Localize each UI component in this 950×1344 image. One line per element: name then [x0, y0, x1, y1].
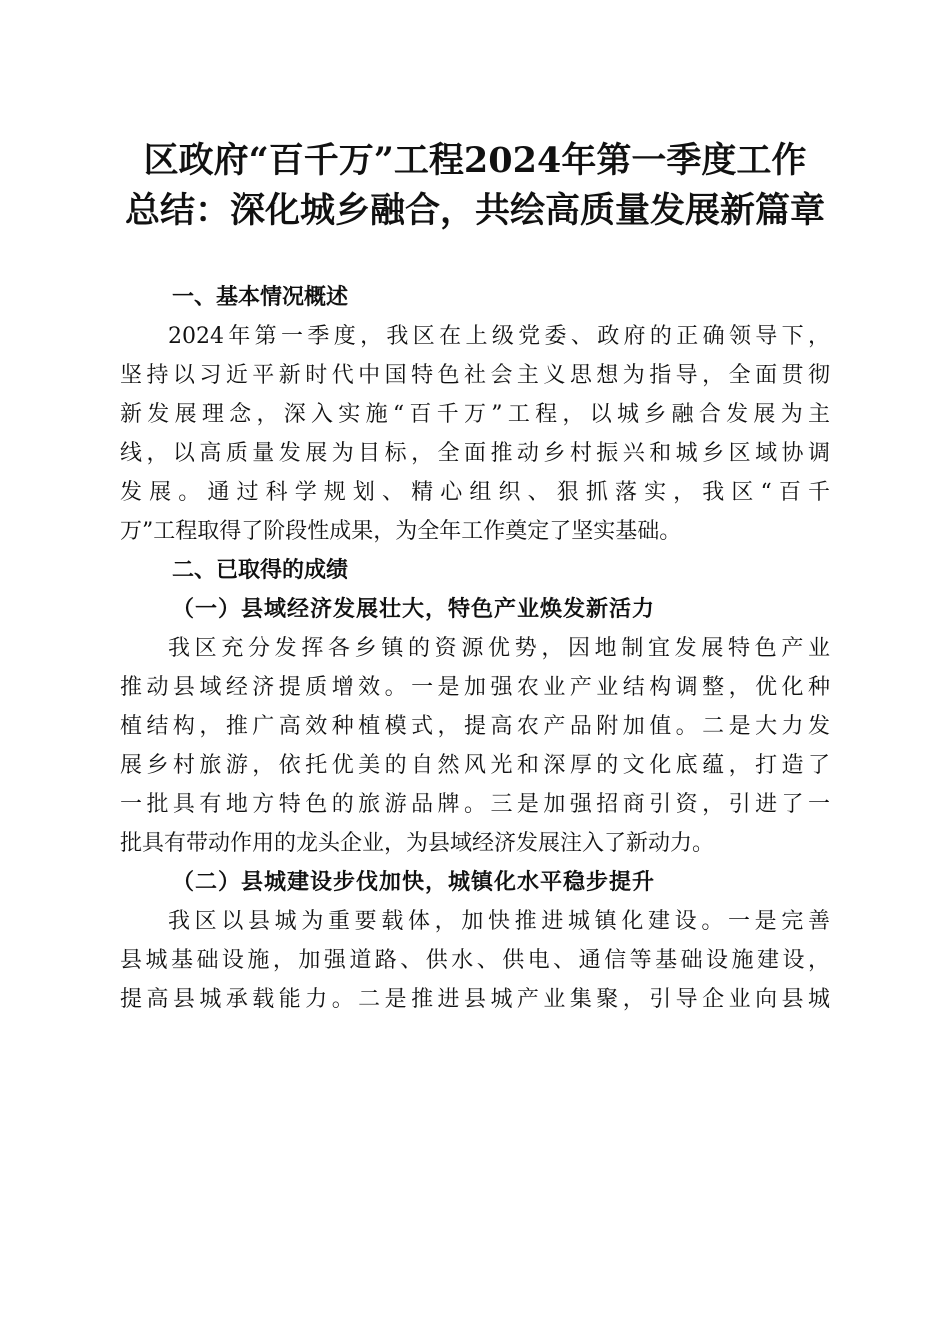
- paragraph-line: 新发展理念，深入实施“百千万”工程，以城乡融合发展为主: [120, 402, 830, 427]
- subsection-heading-county-economy: （一）县域经济发展壮大，特色产业焕发新活力: [172, 596, 656, 622]
- title-line-2: 总结：深化城乡融合，共绘高质量发展新篇章: [124, 190, 825, 231]
- paragraph-line: 批具有带动作用的龙头企业，为县域经济发展注入了新动力。: [120, 831, 715, 856]
- paragraph-line: 线，以高质量发展为目标，全面推动乡村振兴和城乡区域协调: [120, 441, 830, 466]
- document-body: [120, 278, 830, 1019]
- paragraph-line: 坚持以习近平新时代中国特色社会主义思想为指导，全面贯彻: [120, 363, 830, 388]
- paragraph-line: 植结构，推广高效种植模式，提高农产品附加值。二是大力发: [120, 714, 830, 739]
- paragraph-line: 2024年第一季度，我区在上级党委、政府的正确领导下，: [168, 324, 830, 349]
- paragraph-line: 推动县域经济提质增效。一是加强农业产业结构调整，优化种: [120, 675, 830, 700]
- paragraph-line: 一批具有地方特色的旅游品牌。三是加强招商引资，引进了一: [120, 792, 830, 817]
- paragraph-line: 提高县城承载能力。二是推进县城产业集聚，引导企业向县城: [120, 987, 830, 1012]
- paragraph-line: 我区以县城为重要载体，加快推进城镇化建设。一是完善: [168, 909, 830, 934]
- section-heading-achievements: 二、已取得的成绩: [172, 558, 349, 583]
- paragraph-line: 县城基础设施，加强道路、供水、供电、通信等基础设施建设，: [120, 948, 830, 973]
- paragraph-line: 我区充分发挥各乡镇的资源优势，因地制宜发展特色产业: [168, 636, 830, 661]
- paragraph-line: 万”工程取得了阶段性成果，为全年工作奠定了坚实基础。: [120, 519, 682, 544]
- paragraph-line: 展乡村旅游，依托优美的自然风光和深厚的文化底蕴，打造了: [120, 753, 830, 778]
- section-heading-overview: 一、基本情况概述: [172, 285, 349, 310]
- document-title: [100, 136, 850, 236]
- paragraph-line: 发展。通过科学规划、精心组织、狠抓落实，我区“百千: [120, 480, 830, 505]
- subsection-heading-county-town: （二）县城建设步伐加快，城镇化水平稳步提升: [172, 869, 656, 895]
- title-line-1: 区政府“百千万”工程2024年第一季度工作: [143, 140, 807, 181]
